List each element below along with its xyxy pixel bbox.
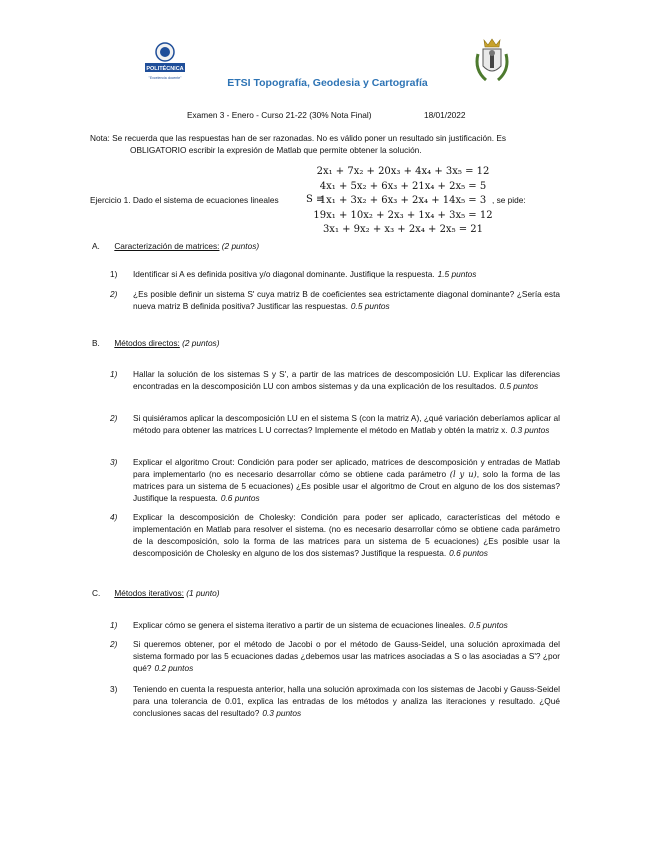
se-pide: , se pide:	[492, 195, 526, 205]
exam-date: 18/01/2022	[424, 110, 466, 120]
question-points: 0.6 puntos	[220, 493, 260, 503]
question-text: Explicar la descomposición de Cholesky: Condición para poder ser aplicado, características del método e implementación en Matlab para resolver el sistema. (no es necesario desarrollar cómo se obtiene cada parámetro de la descomposición, solo la forma de las matrices para un sistema de 5 ecuaciones) ¿Es posible usar la descomposición de Cholesky en alguno de los dos sistemas? Justifique la respuesta.	[133, 512, 560, 558]
question-points: 1.5 puntos	[437, 269, 477, 279]
question-number: 1)	[110, 620, 118, 630]
question-points: 0.3 puntos	[262, 708, 302, 718]
section-b-heading	[92, 337, 219, 349]
equation-5: 3x₁ + 9x₂ + x₃ + 2x₄ + 2x₅ = 21	[322, 224, 484, 236]
question-text: Hallar la solución de los sistemas S y S', a partir de las matrices de descomposición LU. Explicar las diferencias encontradas en la descomposición LU con ambos sistemas y da una explicación de los resultados.	[133, 369, 560, 391]
note-line-1: Nota: Se recuerda que las respuestas han de ser razonadas. No es válido poner un resultado sin justificación. Es	[90, 133, 507, 143]
section-letter: C.	[92, 588, 101, 598]
equation-4: 19x₁ + 10x₂ + 2x₃ + 1x₄ + 3x₅ = 12	[313, 209, 493, 221]
upm-logo-subtext: "Excelencia docente"	[148, 76, 182, 80]
question-number: 4)	[110, 512, 118, 522]
question-text: Explicar cómo se genera el sistema iterativo a partir de un sistema de ecuaciones lineales.	[133, 620, 466, 630]
question-c1	[110, 619, 560, 631]
question-points: 0.3 puntos	[510, 425, 550, 435]
question-b3	[110, 456, 560, 504]
question-text: Si quisiéramos aplicar la descomposición LU en el sistema S (con la matriz A), ¿qué variación deberíamos aplicar al método para obtener las matrices L U correctas? Implemente el método en Matlab y obtén la matriz x.	[133, 413, 560, 435]
equation-2: 4x₁ + 5x₂ + 6x₃ + 21x₄ + 2x₅ = 5	[319, 180, 487, 192]
question-c3	[110, 683, 560, 719]
section-points: (2 puntos)	[182, 338, 220, 348]
section-points: (2 puntos)	[221, 241, 260, 251]
question-number: 2)	[110, 413, 118, 423]
school-title: ETSI Topografía, Geodesia y Cartografía	[227, 77, 428, 89]
question-text: Explicar el algoritmo Crout: Condición para poder ser aplicado, matrices de descomposición y entradas de Matlab para implementarlo (no es necesario desarrollar cómo se obtiene cada parámetro	[133, 457, 560, 479]
question-text: ¿Es posible definir un sistema S' cuya matriz B de coeficientes sea estrictamente diagonal dominante? ¿Sería esta nueva matriz B definida positiva? Justificar las respuestas.	[133, 289, 560, 311]
question-number: 1)	[110, 269, 118, 279]
question-number: 3)	[110, 457, 118, 467]
equation-1: 2x₁ + 7x₂ + 20x₃ + 4x₄ + 3x₅ = 12	[316, 166, 490, 177]
question-points: 0.5 puntos	[350, 301, 390, 311]
question-number: 2)	[110, 639, 118, 649]
section-points: (1 punto)	[186, 588, 220, 598]
question-c2	[110, 638, 560, 674]
section-title: Caracterización de matrices:	[114, 241, 220, 251]
question-number: 2)	[110, 289, 118, 299]
question-text: Identificar si A es definida positiva y/o diagonal dominante. Justifique la respuesta.	[133, 269, 435, 279]
question-points: 0.5 puntos	[499, 381, 539, 391]
section-letter: A.	[92, 241, 100, 251]
math-lu: (l y u)	[449, 469, 477, 479]
question-b4	[110, 511, 560, 559]
exam-note	[90, 132, 560, 156]
question-a2	[110, 288, 560, 312]
question-number: 1)	[110, 369, 118, 379]
exam-title: Examen 3 - Enero - Curso 21-22 (30% Nota Final)	[187, 110, 372, 120]
question-b2	[110, 412, 560, 436]
question-text-cont: , solo la forma de las matrices para un sistema de 5 ecuaciones) ¿Es posible usar el algoritmo de Crout en alguno de los dos sistemas? Justifique la respuesta.	[133, 469, 560, 503]
question-b1	[110, 368, 560, 392]
question-points: 0.2 puntos	[154, 663, 194, 673]
question-points: 0.6 puntos	[449, 548, 488, 558]
question-a1	[110, 268, 560, 280]
equation-3: 1x₁ + 3x₂ + 6x₃ + 2x₄ + 14x₅ = 3	[319, 195, 487, 207]
question-text: Si queremos obtener, por el método de Jacobi o por el método de Gauss-Seidel, una solución aproximada del sistema formado por las 5 ecuaciones dadas ¿debemos usar las matrices asociadas a S o las asociadas a S'? ¿por qué?	[133, 639, 560, 673]
question-number: 3)	[110, 684, 118, 694]
question-points: 0.5 puntos	[468, 620, 508, 630]
note-line-2: OBLIGATORIO escribir la expresión de Matlab que permite obtener la solución.	[130, 145, 422, 155]
section-c-heading	[92, 587, 219, 599]
question-text: Teniendo en cuenta la respuesta anterior, halla una solución aproximada con los sistemas de Jacobi y Gauss-Seidel para una tolerancia de 0.01, explica las entradas de los métodos y analiza las iteraciones y resultado. ¿Qué conclusiones sacas del resultado?	[133, 684, 560, 718]
section-title: Métodos iterativos:	[114, 588, 184, 598]
equation-system	[310, 165, 496, 238]
section-letter: B.	[92, 338, 100, 348]
section-a-heading	[92, 240, 259, 252]
section-title: Métodos directos:	[114, 338, 180, 348]
upm-logo-text: POLITÉCNICA	[146, 66, 184, 72]
system-symbol: S ≡	[306, 194, 325, 205]
exercise-intro: Ejercicio 1. Dado el sistema de ecuaciones lineales	[90, 195, 279, 205]
